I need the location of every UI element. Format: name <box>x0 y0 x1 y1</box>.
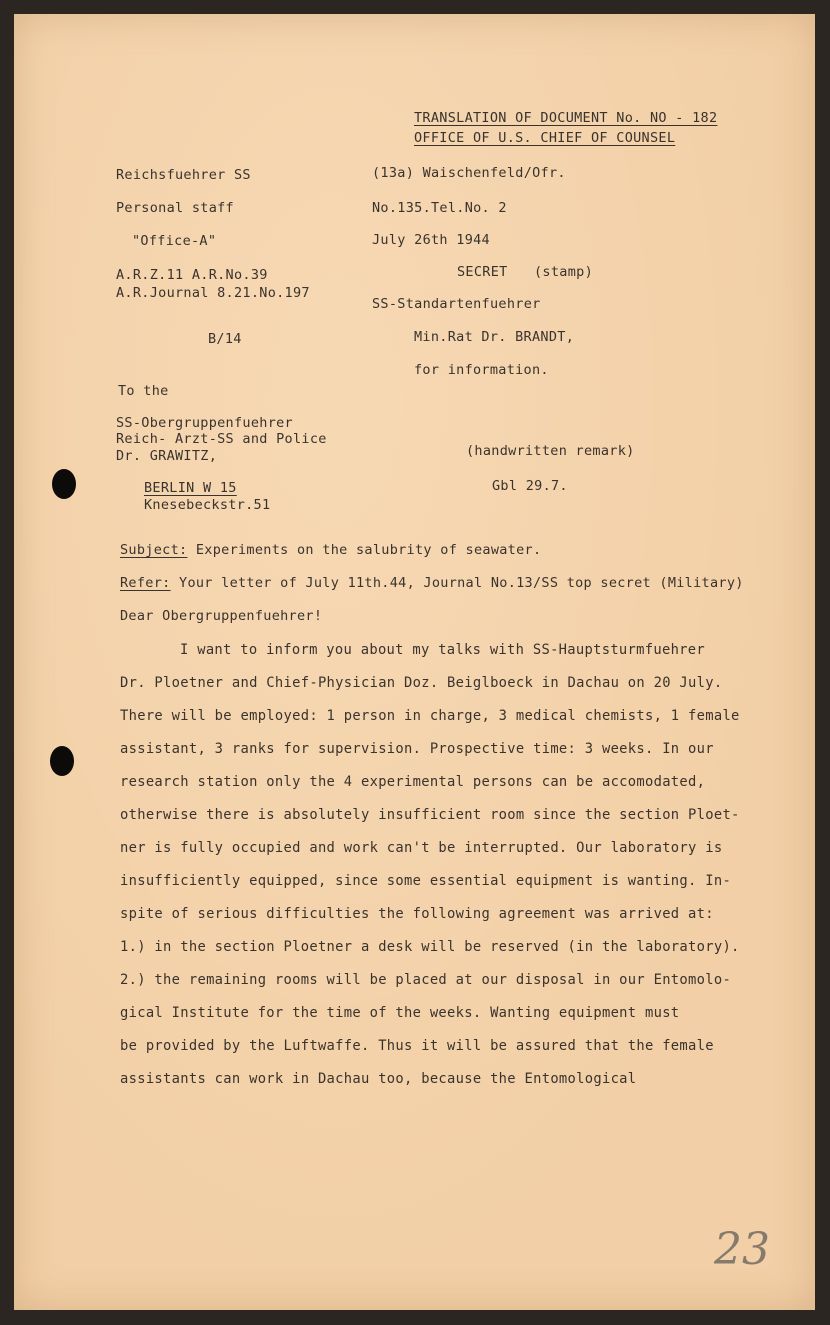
body-line: ner is fully occupied and work can't be interrupted. Our laboratory is <box>120 840 723 856</box>
body-line: gical Institute for the time of the weeks. Wanting equipment must <box>120 1005 680 1021</box>
recipient-line-1: SS-Obergruppenfuehrer <box>116 415 293 431</box>
body-line: 1.) in the section Ploetner a desk will be reserved (in the laboratory). <box>120 939 740 955</box>
document-page <box>14 14 815 1310</box>
salutation: Dear Obergruppenfuehrer! <box>120 608 323 624</box>
place-line: (13a) Waischenfeld/Ofr. <box>372 165 566 181</box>
body-line: be provided by the Luftwaffe. Thus it will be assured that the female <box>120 1038 714 1054</box>
subject-line <box>120 542 541 558</box>
refer-text: Your letter of July 11th.44, Journal No.13/SS top secret (Military) <box>179 575 744 591</box>
file-reference: B/14 <box>208 331 242 347</box>
body-line: There will be employed: 1 person in charge, 3 medical chemists, 1 female <box>120 708 740 724</box>
copy-recipient-rank: SS-Standartenfuehrer <box>372 296 541 312</box>
body-line: I want to inform you about my talks with SS-Hauptsturmfuehrer <box>180 642 705 658</box>
copy-recipient-name: Min.Rat Dr. BRANDT, <box>414 329 575 345</box>
body-line: Dr. Ploetner and Chief-Physician Doz. Beiglboeck in Dachau on 20 July. <box>120 675 723 691</box>
subject-text: Experiments on the salubrity of seawater. <box>195 542 542 558</box>
body-line: 2.) the remaining rooms will be placed at our disposal in our Entomolo- <box>120 972 732 988</box>
handwritten-remark-text: Gbl 29.7. <box>492 478 568 494</box>
punch-hole-bottom <box>50 746 74 776</box>
secret-label: SECRET <box>457 264 508 280</box>
body-line: assistants can work in Dachau too, because the Entomological <box>120 1071 637 1087</box>
translation-header: TRANSLATION OF DOCUMENT No. NO - 182 <box>414 110 718 126</box>
body-line: otherwise there is absolutely insufficient room since the section Ploet- <box>120 807 740 823</box>
office-header: OFFICE OF U.S. CHIEF OF COUNSEL <box>414 130 676 146</box>
recipient-line-3: Dr. GRAWITZ, <box>116 448 218 464</box>
refer-line <box>120 575 744 591</box>
recipient-city: BERLIN W 15 <box>144 480 237 496</box>
copy-purpose: for information. <box>414 362 549 378</box>
handwritten-page-number: 23 <box>714 1224 770 1275</box>
sender-line-2: Personal staff <box>116 200 234 216</box>
sender-line-1: Reichsfuehrer SS <box>116 167 251 183</box>
to-the: To the <box>118 383 169 399</box>
refer-label: Refer: <box>120 575 171 591</box>
date-line: July 26th 1944 <box>372 232 490 248</box>
number-line: No.135.Tel.No. 2 <box>372 200 507 216</box>
punch-hole-top <box>52 469 76 499</box>
sender-line-3: "Office-A" <box>132 233 217 249</box>
body-line: spite of serious difficulties the following agreement was arrived at: <box>120 906 714 922</box>
stamp-label: (stamp) <box>534 264 593 280</box>
recipient-line-2: Reich- Arzt-SS and Police <box>116 431 327 447</box>
recipient-street: Knesebeckstr.51 <box>144 497 271 513</box>
sender-line-4: A.R.Z.11 A.R.No.39 <box>116 267 268 283</box>
body-line: assistant, 3 ranks for supervision. Prospective time: 3 weeks. In our <box>120 741 714 757</box>
handwritten-remark-label: (handwritten remark) <box>466 443 635 459</box>
subject-label: Subject: <box>120 542 188 558</box>
body-line: insufficiently equipped, since some essential equipment is wanting. In- <box>120 873 732 889</box>
sender-line-5: A.R.Journal 8.21.No.197 <box>116 285 310 301</box>
body-line: research station only the 4 experimental persons can be accomodated, <box>120 774 706 790</box>
